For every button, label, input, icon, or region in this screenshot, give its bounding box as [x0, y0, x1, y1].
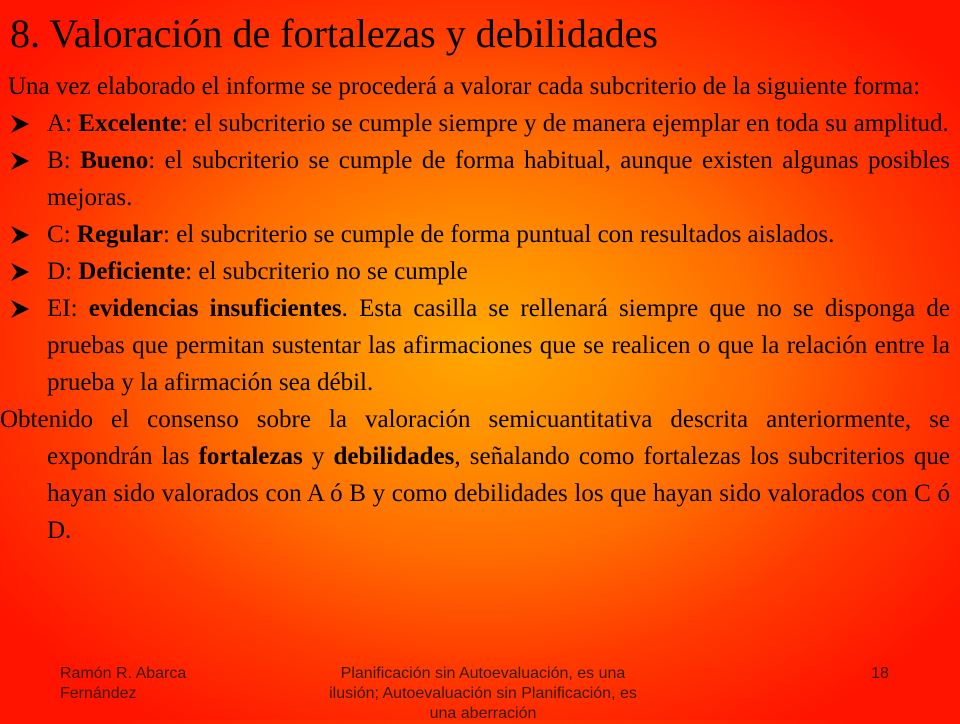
list-item-a [0, 105, 950, 142]
footer-author: Ramón R. Abarca Fernández [60, 665, 187, 702]
intro-paragraph: Una vez elaborado el informe se procederá a valorar cada subcriterio de la siguiente forma: [8, 73, 921, 100]
item-sep: : [63, 221, 77, 248]
arrow-bullet-icon [10, 299, 30, 319]
item-term: evidencias insuficientes [88, 295, 342, 322]
item-sep: : [70, 295, 89, 322]
item-code: B [47, 147, 64, 174]
item-code: C [47, 221, 64, 248]
arrow-bullet-icon [10, 262, 30, 282]
item-code: D [47, 258, 66, 285]
item-term: Deficiente [78, 258, 186, 285]
slide-title: 8. Valoración de fortalezas y debilidades [10, 11, 658, 56]
arrow-bullet-icon [10, 151, 30, 171]
item-text: . Esta casilla se rellenará siempre que no se disponga de pruebas que permitan sustentar las afirmaciones que se realicen o que la relación entre la prueba y la afirmación sea débil. [47, 295, 950, 396]
item-text: : el subcriterio se cumple siempre y de manera ejemplar en toda su amplitud. [181, 110, 949, 137]
arrow-bullet-icon [10, 114, 30, 134]
item-term: Excelente [78, 110, 181, 137]
closing-text-3: , señalando como fortalezas los subcriterios que hayan sido valorados con A ó B y como debilidades los que hayan sido valorados con C ó D. [47, 443, 951, 544]
list-item-d [0, 253, 950, 290]
item-text: : el subcriterio se cumple de forma habitual, aunque existen algunas posibles mejoras. [47, 147, 950, 211]
list-item-b [0, 142, 950, 216]
closing-text-2: y [302, 443, 334, 470]
item-text: : el subcriterio no se cumple [185, 258, 468, 285]
footer-page-number: 18 [871, 665, 889, 682]
footer-motto: Planificación sin Autoevaluación, es una ilusión; Autoevaluación sin Planificación, es una aberración [329, 665, 637, 722]
item-term: Regular [76, 221, 163, 248]
item-code: A [47, 110, 66, 137]
arrow-bullet-icon [10, 225, 30, 245]
item-sep: : [65, 258, 79, 285]
closing-paragraph [0, 401, 950, 549]
closing-text-1: Obtenido el consenso sobre la valoración semicuantitativa descrita anteriormente, se expondrán las [0, 406, 950, 470]
closing-bold-debilidades: debilidades [333, 443, 455, 470]
item-sep: : [63, 147, 81, 174]
item-term: Bueno [80, 147, 149, 174]
list-item-ei [0, 290, 950, 401]
closing-bold-fortalezas: fortalezas [198, 443, 303, 470]
item-code: EI [47, 295, 71, 322]
slide-body [0, 68, 950, 549]
item-text: : el subcriterio se cumple de forma puntual con resultados aislados. [163, 221, 835, 248]
list-item-c [0, 216, 950, 253]
item-sep: : [65, 110, 79, 137]
